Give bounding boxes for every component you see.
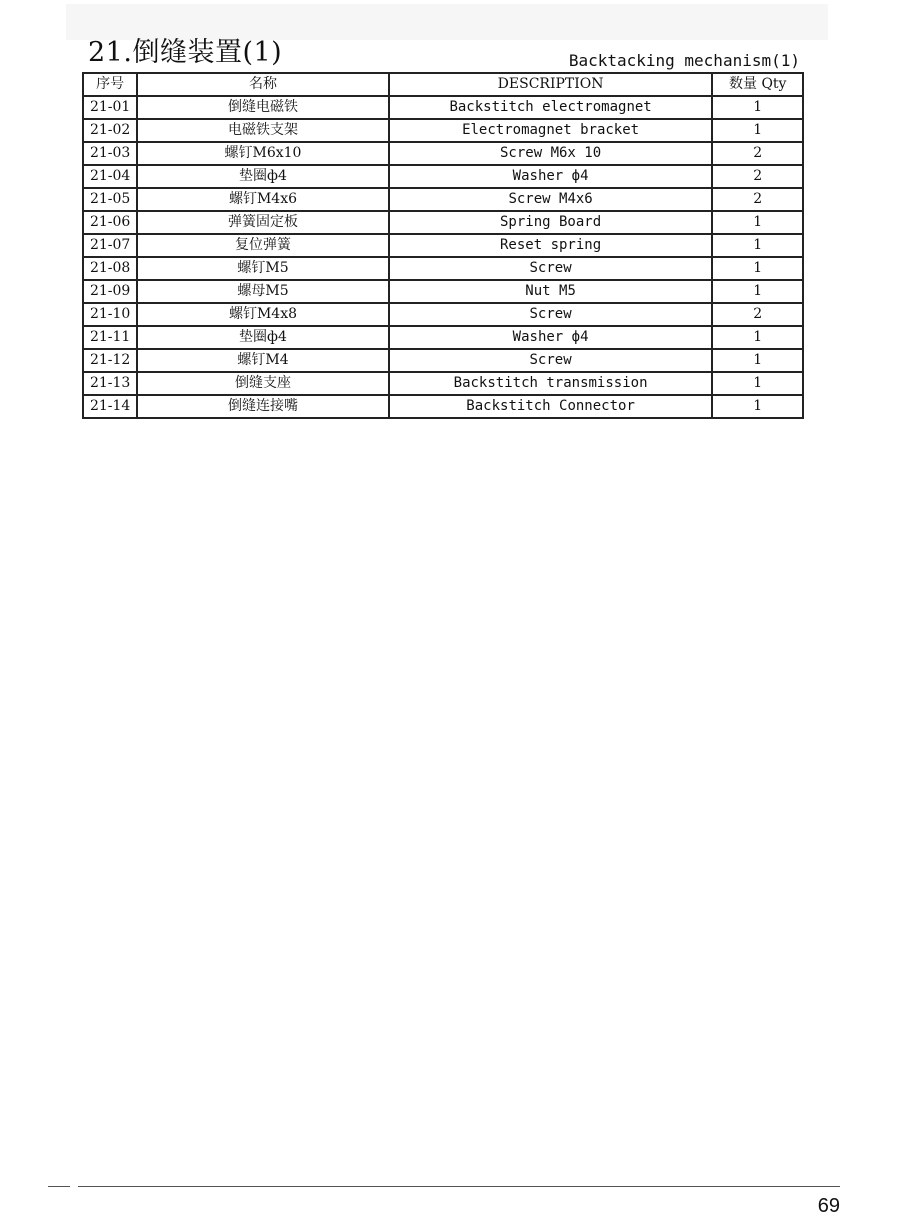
part-number: 21-04 xyxy=(83,165,137,188)
part-qty: 1 xyxy=(712,349,803,372)
part-name-cn: 螺钉M6x10 xyxy=(137,142,388,165)
part-number: 21-06 xyxy=(83,211,137,234)
part-name-cn: 垫圈ф4 xyxy=(137,165,388,188)
part-number: 21-02 xyxy=(83,119,137,142)
part-name-cn: 倒缝连接嘴 xyxy=(137,395,388,418)
table-row xyxy=(83,165,803,188)
part-name-cn: 弹簧固定板 xyxy=(137,211,388,234)
part-qty: 1 xyxy=(712,211,803,234)
column-header-name: 名称 xyxy=(137,73,388,96)
table-row xyxy=(83,119,803,142)
part-number: 21-07 xyxy=(83,234,137,257)
part-name-cn: 螺钉M4 xyxy=(137,349,388,372)
part-name-cn: 倒缝支座 xyxy=(137,372,388,395)
table-row xyxy=(83,303,803,326)
part-number: 21-01 xyxy=(83,96,137,119)
part-qty: 1 xyxy=(712,280,803,303)
part-name-cn: 螺母M5 xyxy=(137,280,388,303)
part-qty: 1 xyxy=(712,372,803,395)
table-row xyxy=(83,280,803,303)
page-title-chinese: 21.倒缝装置(1) xyxy=(88,37,283,68)
table-row xyxy=(83,372,803,395)
table-row xyxy=(83,349,803,372)
part-number: 21-12 xyxy=(83,349,137,372)
part-name-cn: 电磁铁支架 xyxy=(137,119,388,142)
part-qty: 2 xyxy=(712,165,803,188)
part-name-cn: 倒缝电磁铁 xyxy=(137,96,388,119)
table-row xyxy=(83,326,803,349)
page-title-english: Backtacking mechanism(1) xyxy=(568,51,800,70)
part-name-cn: 螺钉M4x8 xyxy=(137,303,388,326)
part-number: 21-14 xyxy=(83,395,137,418)
part-number: 21-10 xyxy=(83,303,137,326)
part-number: 21-03 xyxy=(83,142,137,165)
part-number: 21-05 xyxy=(83,188,137,211)
parts-table xyxy=(82,72,804,419)
part-qty: 1 xyxy=(712,234,803,257)
part-description: Backstitch transmission xyxy=(389,372,713,395)
page-number: 69 xyxy=(817,1195,840,1217)
column-header-qty: 数量 Qty xyxy=(712,73,803,96)
part-number: 21-09 xyxy=(83,280,137,303)
part-description: Electromagnet bracket xyxy=(389,119,713,142)
part-number: 21-11 xyxy=(83,326,137,349)
part-name-cn: 垫圈ф4 xyxy=(137,326,388,349)
part-name-cn: 螺钉M4x6 xyxy=(137,188,388,211)
part-description: Screw M4x6 xyxy=(389,188,713,211)
part-number: 21-13 xyxy=(83,372,137,395)
part-name-cn: 复位弹簧 xyxy=(137,234,388,257)
table-row xyxy=(83,211,803,234)
footer-rule-short xyxy=(48,1186,70,1187)
table-row xyxy=(83,142,803,165)
part-description: Washer ф4 xyxy=(389,165,713,188)
table-row xyxy=(83,234,803,257)
part-qty: 1 xyxy=(712,395,803,418)
table-row xyxy=(83,188,803,211)
table-row xyxy=(83,96,803,119)
footer-rule xyxy=(78,1186,840,1187)
table-header-row xyxy=(83,73,803,96)
part-description: Backstitch Connector xyxy=(389,395,713,418)
table-row xyxy=(83,395,803,418)
part-qty: 1 xyxy=(712,96,803,119)
part-description: Screw M6x 10 xyxy=(389,142,713,165)
part-qty: 1 xyxy=(712,326,803,349)
column-header-no: 序号 xyxy=(83,73,137,96)
part-description: Spring Board xyxy=(389,211,713,234)
part-description: Washer ф4 xyxy=(389,326,713,349)
part-description: Screw xyxy=(389,303,713,326)
part-description: Screw xyxy=(389,257,713,280)
part-description: Screw xyxy=(389,349,713,372)
part-qty: 2 xyxy=(712,303,803,326)
part-description: Reset spring xyxy=(389,234,713,257)
part-name-cn: 螺钉M5 xyxy=(137,257,388,280)
part-qty: 2 xyxy=(712,142,803,165)
part-qty: 1 xyxy=(712,119,803,142)
part-description: Nut M5 xyxy=(389,280,713,303)
column-header-description: DESCRIPTION xyxy=(389,73,713,96)
part-qty: 2 xyxy=(712,188,803,211)
part-number: 21-08 xyxy=(83,257,137,280)
part-description: Backstitch electromagnet xyxy=(389,96,713,119)
table-row xyxy=(83,257,803,280)
part-qty: 1 xyxy=(712,257,803,280)
